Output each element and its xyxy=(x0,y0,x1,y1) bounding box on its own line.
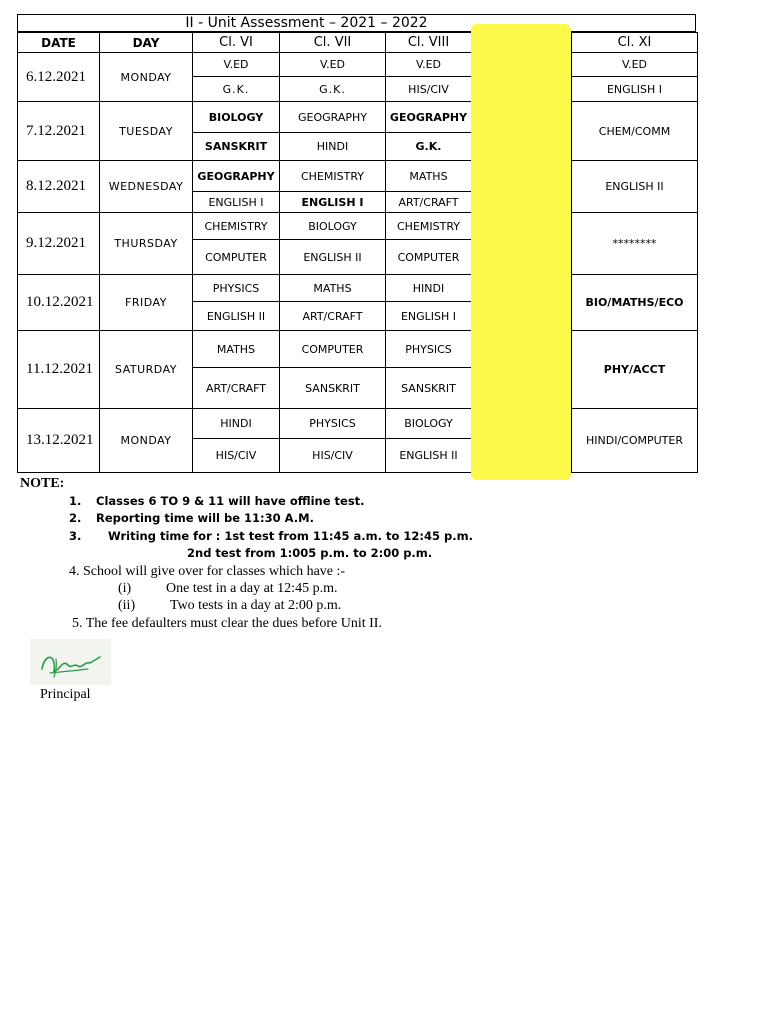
signature-scribble xyxy=(30,639,111,685)
header-class-11: Cl. XI xyxy=(572,33,698,53)
table-row xyxy=(18,161,698,192)
schedule-table xyxy=(17,32,698,473)
subject-cell: HIS/CIV xyxy=(386,77,472,102)
subject-cell: ENGLISH II xyxy=(280,240,386,275)
header-row xyxy=(18,33,698,53)
table-row xyxy=(18,102,698,133)
subject-cell: PHY/ACCT xyxy=(572,331,698,409)
header-day: DAY xyxy=(100,33,193,53)
note-heading: NOTE: xyxy=(20,476,65,491)
subject-cell: BIOLOGY xyxy=(386,409,472,439)
note-4-i-text: One test in a day at 12:45 p.m. xyxy=(166,581,338,596)
note-3-line-1: Writing time for : 1st test from 11:45 a.m. to 12:45 p.m. xyxy=(108,529,473,543)
subject-cell: ENGLISH II xyxy=(386,439,472,473)
subject-cell: GEOGRAPHY xyxy=(386,102,472,133)
date-cell: 8.12.2021 xyxy=(18,161,100,213)
subject-cell: BIOLOGY xyxy=(193,102,280,133)
header-date: DATE xyxy=(18,33,100,53)
subject-cell: PHYSICS xyxy=(386,331,472,368)
subject-cell: ART/CRAFT xyxy=(280,302,386,331)
subject-cell: HIS/CIV xyxy=(193,439,280,473)
subject-cell: V.ED xyxy=(280,53,386,77)
subject-cell: ENGLISH I xyxy=(280,192,386,213)
note-1-text: Classes 6 TO 9 & 11 will have offline test. xyxy=(96,494,365,508)
table-row xyxy=(18,409,698,439)
subject-cell: HINDI xyxy=(280,133,386,161)
date-cell: 11.12.2021 xyxy=(18,331,100,409)
page-title: II - Unit Assessment – 2021 – 2022 xyxy=(17,14,696,32)
note-4-text: 4. School will give over for classes which have :- xyxy=(69,564,346,579)
subject-cell: V.ED xyxy=(572,53,698,77)
subject-cell: ENGLISH II xyxy=(193,302,280,331)
subject-cell: BIO/MATHS/ECO xyxy=(572,275,698,331)
subject-cell: G.K. xyxy=(280,77,386,102)
subject-cell: V.ED xyxy=(193,53,280,77)
header-class-6: Cl. VI xyxy=(193,33,280,53)
date-cell: 9.12.2021 xyxy=(18,213,100,275)
day-cell: FRIDAY xyxy=(100,275,193,331)
note-4-ii-text: Two tests in a day at 2:00 p.m. xyxy=(170,598,342,613)
table-row xyxy=(18,213,698,240)
day-cell: THURSDAY xyxy=(100,213,193,275)
subject-cell: COMPUTER xyxy=(193,240,280,275)
subject-cell: V.ED xyxy=(386,53,472,77)
yellow-highlight-mark xyxy=(471,24,571,480)
subject-cell: HINDI xyxy=(193,409,280,439)
note-2-number: 2. xyxy=(69,511,82,525)
subject-cell: SANSKRIT xyxy=(280,368,386,409)
principal-signature xyxy=(30,639,111,685)
subject-cell: MATHS xyxy=(280,275,386,302)
note-5-text: 5. The fee defaulters must clear the dues before Unit II. xyxy=(72,616,382,631)
note-2-text: Reporting time will be 11:30 A.M. xyxy=(96,511,314,525)
subject-cell: G.K. xyxy=(386,133,472,161)
principal-label: Principal xyxy=(40,687,91,702)
day-cell: TUESDAY xyxy=(100,102,193,161)
subject-cell: GEOGRAPHY xyxy=(280,102,386,133)
subject-cell: HINDI xyxy=(386,275,472,302)
note-4-ii-number: (ii) xyxy=(118,598,136,613)
table-row xyxy=(18,275,698,302)
day-cell: MONDAY xyxy=(100,409,193,473)
date-cell: 6.12.2021 xyxy=(18,53,100,102)
subject-cell: SANSKRIT xyxy=(386,368,472,409)
note-1-number: 1. xyxy=(69,494,82,508)
subject-cell: CHEMISTRY xyxy=(193,213,280,240)
subject-cell: ENGLISH I xyxy=(386,302,472,331)
subject-cell: ENGLISH I xyxy=(572,77,698,102)
note-4-i-number: (i) xyxy=(118,581,132,596)
date-cell: 13.12.2021 xyxy=(18,409,100,473)
subject-cell: ENGLISH I xyxy=(193,192,280,213)
subject-cell: ART/CRAFT xyxy=(193,368,280,409)
subject-cell: HIS/CIV xyxy=(280,439,386,473)
day-cell: WEDNESDAY xyxy=(100,161,193,213)
header-class-8: Cl. VIII xyxy=(386,33,472,53)
subject-cell: G.K. xyxy=(193,77,280,102)
subject-cell: ART/CRAFT xyxy=(386,192,472,213)
subject-cell: PHYSICS xyxy=(193,275,280,302)
subject-cell: HINDI/COMPUTER xyxy=(572,409,698,473)
subject-cell: PHYSICS xyxy=(280,409,386,439)
table-row xyxy=(18,331,698,368)
subject-cell: SANSKRIT xyxy=(193,133,280,161)
table-row xyxy=(18,53,698,77)
date-cell: 10.12.2021 xyxy=(18,275,100,331)
subject-cell: CHEMISTRY xyxy=(386,213,472,240)
subject-cell: COMPUTER xyxy=(280,331,386,368)
day-cell: SATURDAY xyxy=(100,331,193,409)
subject-cell: CHEM/COMM xyxy=(572,102,698,161)
header-class-7: Cl. VII xyxy=(280,33,386,53)
subject-cell: GEOGRAPHY xyxy=(193,161,280,192)
subject-cell: CHEMISTRY xyxy=(280,161,386,192)
note-3-number: 3. xyxy=(69,529,82,543)
subject-cell: BIOLOGY xyxy=(280,213,386,240)
note-3-line-2: 2nd test from 1:005 p.m. to 2:00 p.m. xyxy=(187,546,433,560)
subject-cell: MATHS xyxy=(193,331,280,368)
subject-cell: COMPUTER xyxy=(386,240,472,275)
subject-cell: MATHS xyxy=(386,161,472,192)
date-cell: 7.12.2021 xyxy=(18,102,100,161)
day-cell: MONDAY xyxy=(100,53,193,102)
subject-cell: ******** xyxy=(572,213,698,275)
subject-cell: ENGLISH II xyxy=(572,161,698,213)
